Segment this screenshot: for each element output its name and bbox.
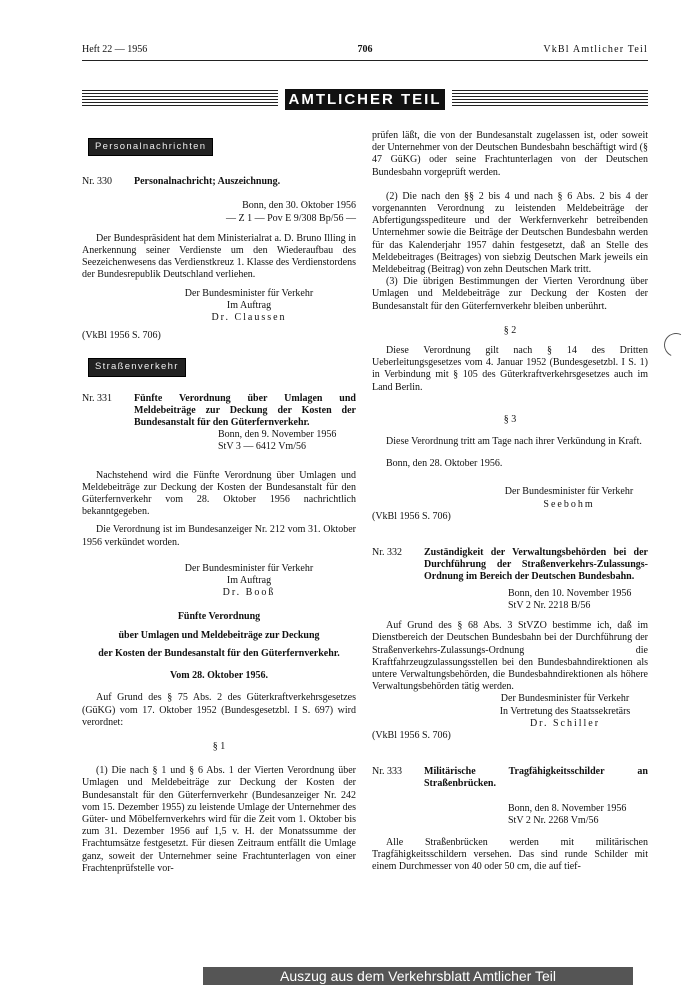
regulation-title: der Kosten der Bundesanstalt für den Güterfernverkehr. [98, 647, 340, 659]
section-heading: § 3 [503, 413, 517, 425]
paragraph: Diese Verordnung tritt am Tage nach ihrer Verkündung in Kraft. [386, 436, 642, 448]
item-332-heading [372, 547, 648, 584]
header-rule [82, 60, 648, 61]
banner-title: AMTLICHER TEIL [285, 89, 445, 110]
signature-line: Im Auftrag [226, 299, 272, 311]
citation: (VkBl 1956 S. 706) [372, 510, 451, 522]
page-header [82, 44, 648, 60]
item-331-heading [82, 393, 356, 430]
item-date: Bonn, den 30. Oktober 1956 [242, 200, 356, 212]
citation: (VkBl 1956 S. 706) [372, 729, 451, 741]
paragraph: Diese Verordnung gilt nach § 14 des Dritten Ueberleitungsgesetzes vom 4. Januar 1952 (Bundesgesetzbl. I S. 1) in Verbindung mit § 105 des Güterkraftverkehrsgesetzes auch im Land Berlin. [372, 345, 648, 393]
item-reference: StV 2 Nr. 2218 B/56 [508, 599, 591, 611]
signature-line: Der Bundesminister für Verkehr [184, 562, 314, 574]
signature-line: Im Auftrag [226, 575, 272, 587]
item-number: Nr. 330 [82, 176, 112, 188]
section-banner [82, 89, 648, 110]
paragraph: Alle Straßenbrücken werden mit militärischen Tragfähigkeitsschildern versehen. Das sind runde Schilder mit einem Durchmesser von 40 oder 50 cm, die auf tief- [372, 836, 648, 873]
regulation-title: Fünfte Verordnung [177, 611, 261, 623]
enactment-date: Bonn, den 28. Oktober 1956. [386, 458, 503, 470]
item-reference: — Z 1 — Pov E 9/308 Bp/56 — [225, 212, 356, 224]
paragraph: Die Verordnung ist im Bundesanzeiger Nr. 212 vom 31. Oktober 1956 verkündet worden. [82, 524, 356, 548]
signature-name: Dr. Schiller [529, 717, 601, 729]
publication-name: VkBl Amtlicher Teil [543, 44, 648, 55]
item-date: Bonn, den 8. November 1956 [508, 802, 627, 814]
signature-block [82, 288, 356, 325]
item-333-heading [372, 766, 648, 790]
item-330-heading [82, 176, 356, 188]
signature-line: Der Bundesminister für Verkehr [184, 287, 314, 299]
regulation-title: über Umlagen und Meldebeiträge zur Deckung [118, 629, 320, 641]
item-title: Fünfte Verordnung über Umlagen und Meldebeiträge zur Deckung der Kosten der Bundesanstalt für den Güterfernverkehr. [134, 392, 356, 429]
margin-mark [661, 330, 692, 361]
signature-line: In Vertretung des Staatssekretärs [499, 705, 631, 717]
signature-line: Der Bundesminister für Verkehr [500, 693, 630, 705]
item-date: Bonn, den 9. November 1956 [218, 429, 337, 441]
item-reference: StV 3 — 6412 Vm/56 [218, 441, 306, 453]
item-number: Nr. 331 [82, 392, 112, 404]
signature-name: Dr. Booß [222, 587, 276, 599]
item-reference: StV 2 Nr. 2268 Vm/56 [508, 814, 599, 826]
item-title: Personalnachricht; Auszeichnung. [134, 176, 281, 188]
item-number: Nr. 332 [372, 547, 402, 559]
page-number: 706 [357, 44, 373, 55]
signature-name: Seebohm [543, 498, 595, 510]
item-title: Zuständigkeit der Verwaltungsbehörden bei der Durchführung der Straßenverkehrs-Zulassungs-Ordnung im Bereich der Deutschen Bundesbahn. [424, 547, 648, 583]
section-heading: § 1 [212, 740, 226, 752]
right-column [372, 130, 648, 874]
section-heading: § 2 [503, 324, 517, 336]
signature-line: Der Bundesminister für Verkehr [504, 486, 634, 498]
paragraph: (2) Die nach den §§ 2 bis 4 und nach § 6 Abs. 2 bis 4 der vorgenannten Verordnung zu leistenden Meldebeiträge der Abfertigungsspediteure und der Werkfernverkehr betreibenden Unternehmer sowie die Beiträge der Deutschen Bundesbahn werden für das Kalenderjahr 1957 dahin festgesetzt, daß an Stelle des Meldebeitrages (Beitrages) von siebzig Deutschen Mark jeweils ein Meldebeitrag (Beitrag) von zehn Deutschen Mark tritt. [372, 190, 648, 276]
signature-block [372, 486, 648, 510]
signature-name: Dr. Claussen [211, 312, 287, 324]
issue-number: Heft 22 — 1956 [82, 44, 148, 55]
left-column [82, 130, 356, 875]
banner-stripes-right [452, 90, 648, 108]
paragraph: Auf Grund des § 68 Abs. 3 StVZO bestimme ich, daß im Dienstbereich der Deutschen Bundesbahn bei der Durchführung der Straßenverkehrs-Zulassungs-Ordnung die Kraftfahrzeugzulassungsstellen bei den Bundesbahndirektionen als untere Verwaltungsbehörden, die Bundesbahndirektionen als höhere Verwaltungsbehörden tätig werden. [372, 620, 648, 693]
paragraph: Nachstehend wird die Fünfte Verordnung über Umlagen und Meldebeiträge zur Deckung der Kosten der Bundesanstalt für den Güterfernverkehr vom 28. Oktober 1956 nachrichtlich bekanntgegeben. [82, 469, 356, 518]
section-tag-personal: Personalnachrichten [88, 138, 213, 156]
signature-block [372, 693, 648, 730]
item-title: Militärische Tragfähigkeitsschilder an Straßenbrücken. [424, 766, 648, 790]
item-date: Bonn, den 10. November 1956 [508, 587, 632, 599]
paragraph: (1) Die nach § 1 und § 6 Abs. 1 der Vierten Verordnung über Umlagen und Meldebeiträge zur Deckung der Kosten der Bundesanstalt für den Güterfernverkehr (Bundesanzeiger Nr. 242 vom 15. Dezember 1955) zu leistende Umlage der Unternehmer des Güter- und Möbelfernverkehrs wird für die Zeit vom 1. Oktober bis zum 31. Dezember 1956 auf 1,5 v. H. der Monatssumme der Frachtumsätze festgesetzt. Für diesen Zeitraum entfällt die Umlage ganz, soweit der Unternehmer seine Frachtunterlagen von einer Frachtenprüfstelle vor- [82, 765, 356, 874]
banner-stripes-left [82, 90, 278, 108]
signature-block [82, 563, 356, 600]
item-number: Nr. 333 [372, 766, 402, 778]
section-tag-verkehr: Straßenverkehr [88, 358, 186, 376]
paragraph: Der Bundespräsident hat dem Ministerialrat a. D. Bruno Illing in Anerkennung seiner Verdienste um den Wiederaufbau des Seezeichenwesens das Verdienstkreuz 1. Klasse des Verdienstordens der Bundesrepublik Deutschland verliehen. [82, 232, 356, 281]
paragraph: Auf Grund des § 75 Abs. 2 des Güterkraftverkehrsgesetzes (GüKG) vom 17. Oktober 1952 (Bundesgesetzbl. I S. 697) wird verordnet: [82, 692, 356, 728]
paragraph: prüfen läßt, die von der Bundesanstalt zugelassen ist, oder soweit der Unternehmer von der Deutschen Bundesbahn beschäftigt wird (§ 47 GüKG) oder seine Frachtunterlagen von der Deutschen Bundesbahn vorgeprüft werden. [372, 130, 648, 178]
footer-banner: Auszug aus dem Verkehrsblatt Amtlicher Teil [203, 967, 633, 985]
regulation-date: Vom 28. Oktober 1956. [169, 670, 269, 682]
paragraph: (3) Die übrigen Bestimmungen der Vierten Verordnung über Umlagen und Meldebeiträge zur Deckung der Kosten der Bundesanstalt für den Güterfernverkehr bleiben unberührt. [372, 276, 648, 312]
citation: (VkBl 1956 S. 706) [82, 330, 161, 342]
